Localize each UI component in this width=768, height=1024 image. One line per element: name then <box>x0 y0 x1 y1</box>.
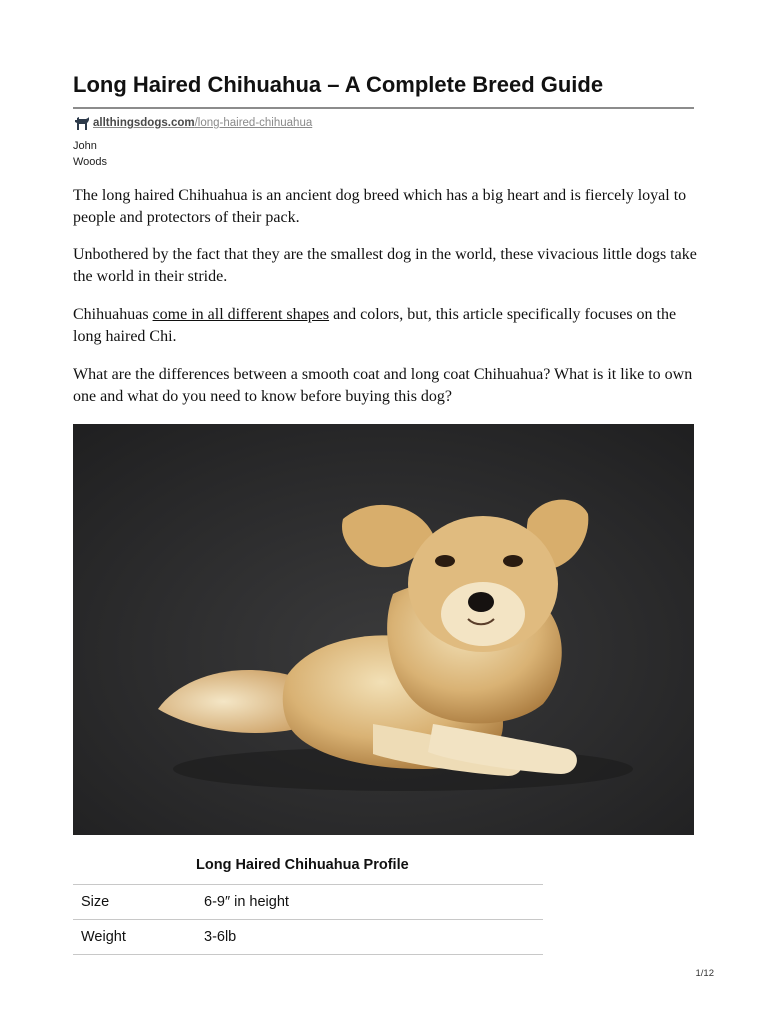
smallest-dog-paragraph: Unbothered by the fact that they are the smallest dog in the world, these vivacious little dogs take the world in their stride. <box>73 246 697 285</box>
weight-value: 3-6lb <box>204 929 237 945</box>
author-first-name: John <box>73 140 97 152</box>
shapes-link[interactable]: come in all different shapes <box>152 306 330 323</box>
source-url-link[interactable] <box>93 117 312 129</box>
author-name <box>73 138 107 170</box>
table-row <box>73 885 543 920</box>
title-divider <box>73 107 694 109</box>
table-row <box>73 920 543 955</box>
size-label: Size <box>81 894 110 910</box>
chihuahua-photo <box>73 424 694 835</box>
page-number: 1/12 <box>695 968 714 979</box>
profile-title-text: Long Haired Chihuahua Profile <box>196 857 409 873</box>
size-value: 6-9″ in height <box>204 894 289 910</box>
differences-paragraph: What are the differences between a smooth coat and long coat Chihuahua? What is it like to own one and what do you need to know before buying this dog? <box>73 366 693 405</box>
source-domain: allthingsdogs.com <box>93 117 195 129</box>
shapes-paragraph-before: Chihuahuas <box>73 306 153 323</box>
shapes-paragraph <box>73 304 698 348</box>
source-link-row <box>73 114 312 132</box>
author-last-name: Woods <box>73 156 108 168</box>
shapes-paragraph-after: and colors, but, this article specifically focuses on the long haired Chi. <box>73 306 677 345</box>
source-path: /long-haired-chihuahua <box>194 117 313 129</box>
profile-table <box>73 884 543 955</box>
weight-label: Weight <box>81 929 126 945</box>
intro-paragraph: The long haired Chihuahua is an ancient dog breed which has a big heart and is fiercely loyal to people and protectors of their pack. <box>73 187 687 226</box>
dog-silhouette-icon <box>73 116 90 131</box>
article-title: Long Haired Chihuahua – A Complete Breed Guide <box>73 72 604 97</box>
